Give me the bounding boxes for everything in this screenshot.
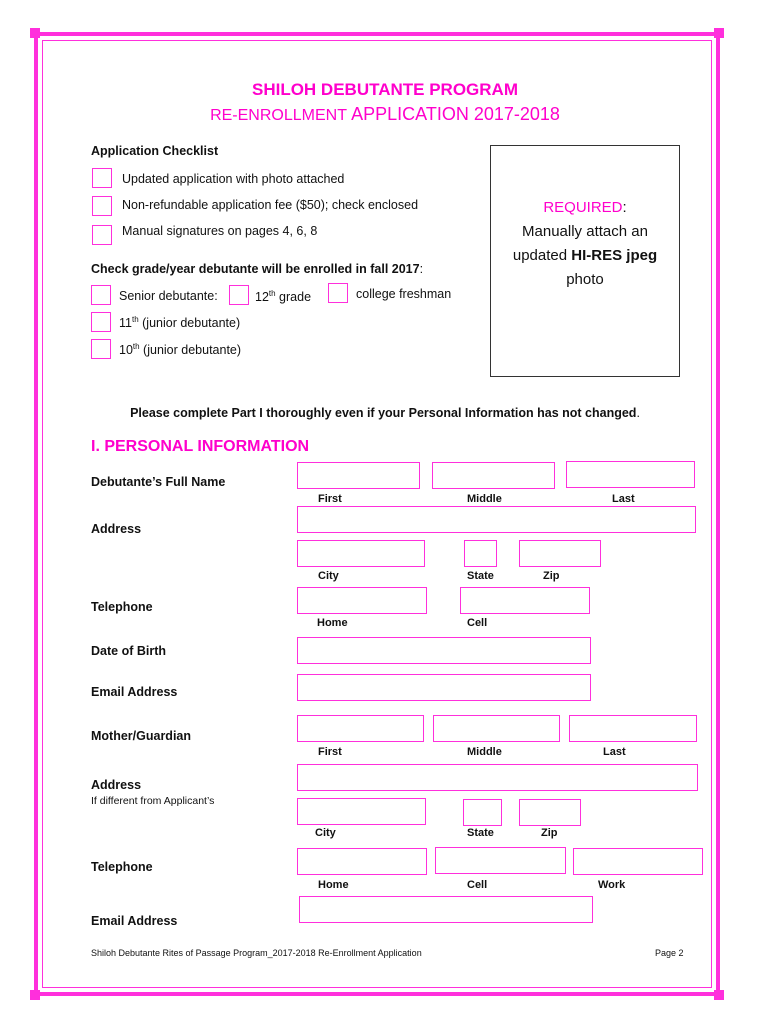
home-phone-input[interactable] [297, 587, 427, 614]
photo-placeholder[interactable] [490, 145, 680, 377]
corner-ornament [714, 990, 724, 1000]
guardian-city-input[interactable] [297, 798, 426, 825]
subtitle-prefix: RE-ENROLLMENT [210, 107, 352, 124]
sublabel-cell: Cell [467, 617, 488, 629]
checkbox-application-fee[interactable] [92, 196, 112, 216]
label-mother-guardian: Mother/Guardian [91, 729, 192, 743]
photo-required: REQUIRED [543, 199, 623, 216]
page-subtitle [0, 104, 770, 125]
photo-required-line [491, 196, 679, 220]
sublabel-last: Last [603, 746, 626, 758]
sublabel-first: First [318, 746, 342, 758]
sublabel-home: Home [317, 617, 348, 629]
photo-line2-bold: HI-RES jpeg [571, 247, 658, 264]
guardian-home-phone-input[interactable] [297, 848, 427, 875]
sublabel-cell: Cell [467, 879, 488, 891]
twelfth-num: 12 [255, 290, 269, 305]
sublabel-last: Last [612, 493, 635, 505]
checklist-item-label: Updated application with photo attached [122, 172, 345, 186]
email-input[interactable] [297, 674, 591, 701]
guardian-street-address-input[interactable] [297, 764, 698, 791]
completion-notice [0, 406, 770, 420]
zip-input[interactable] [519, 540, 601, 567]
twelfth-sup: th [268, 289, 276, 298]
label-guardian-email: Email Address [91, 914, 178, 928]
corner-ornament [714, 28, 724, 38]
label-email: Email Address [91, 685, 178, 699]
footer-text: Shiloh Debutante Rites of Passage Program_2017-2018 Re-Enrollment Application [91, 948, 422, 958]
photo-line2-pre: updated [512, 247, 572, 264]
label-full-name: Debutante’s Full Name [91, 475, 226, 489]
notice-period: . [636, 406, 640, 420]
sublabel-home: Home [318, 879, 349, 891]
eleventh-num: 11 [119, 316, 132, 331]
photo-line3: photo [566, 271, 604, 288]
grade-heading-colon: : [419, 262, 424, 276]
checkbox-11th[interactable] [91, 312, 111, 332]
label-guardian-telephone: Telephone [91, 860, 153, 874]
sublabel-middle: Middle [467, 746, 502, 758]
date-of-birth-input[interactable] [297, 637, 591, 664]
eleventh-rest: (junior debutante) [138, 316, 241, 331]
photo-line1: Manually attach an [522, 223, 648, 240]
grade-heading [91, 262, 423, 276]
section-title: I. PERSONAL INFORMATION [91, 438, 310, 455]
senior-label: Senior debutante: [119, 289, 218, 303]
middle-name-input[interactable] [432, 462, 555, 489]
label-address: Address [91, 522, 142, 536]
sublabel-zip: Zip [543, 570, 560, 582]
checkbox-updated-application[interactable] [92, 168, 112, 188]
guardian-last-name-input[interactable] [569, 715, 697, 742]
tenth-label [119, 342, 241, 357]
checklist-item-label: Non-refundable application fee ($50); check enclosed [122, 198, 419, 212]
guardian-state-input[interactable] [463, 799, 502, 826]
checkbox-12th-grade[interactable] [229, 285, 249, 305]
sublabel-first: First [318, 493, 342, 505]
city-input[interactable] [297, 540, 425, 567]
freshman-label: college freshman [356, 287, 452, 301]
sublabel-zip: Zip [541, 827, 558, 839]
subtitle-main: APPLICATION 2017-2018 [351, 104, 560, 124]
checklist-heading: Application Checklist [91, 144, 219, 158]
page-number: Page 2 [655, 948, 684, 958]
corner-ornament [30, 28, 40, 38]
label-date-of-birth: Date of Birth [91, 644, 166, 658]
tenth-sup: th [132, 342, 140, 351]
label-telephone: Telephone [91, 600, 153, 614]
street-address-input[interactable] [297, 506, 696, 533]
state-input[interactable] [464, 540, 497, 567]
checkbox-manual-signatures[interactable] [92, 225, 112, 245]
guardian-first-name-input[interactable] [297, 715, 424, 742]
grade-heading-text: Check grade/year debutante will be enrolled in fall 2017 [91, 262, 420, 276]
sublabel-state: State [467, 570, 494, 582]
guardian-work-phone-input[interactable] [573, 848, 703, 875]
checkbox-college-freshman[interactable] [328, 283, 348, 303]
sublabel-state: State [467, 827, 494, 839]
eleventh-sup: th [131, 315, 139, 324]
last-name-input[interactable] [566, 461, 695, 488]
checkbox-senior[interactable] [91, 285, 111, 305]
address-note: If different from Applicant’s [91, 795, 215, 807]
eleventh-label [119, 315, 240, 330]
photo-instructions [491, 196, 679, 292]
twelfth-grade-label [255, 289, 311, 304]
sublabel-city: City [318, 570, 339, 582]
checklist-item-label: Manual signatures on pages 4, 6, 8 [122, 224, 318, 238]
photo-line2 [491, 244, 679, 268]
cell-phone-input[interactable] [460, 587, 590, 614]
twelfth-rest: grade [275, 290, 312, 305]
tenth-num: 10 [119, 343, 133, 358]
sublabel-middle: Middle [467, 493, 502, 505]
notice-text: Please complete Part I thoroughly even if your Personal Information has not changed [130, 406, 637, 420]
page-title: SHILOH DEBUTANTE PROGRAM [251, 80, 518, 99]
label-guardian-address: Address [91, 778, 142, 792]
sublabel-work: Work [598, 879, 626, 891]
checkbox-10th[interactable] [91, 339, 111, 359]
tenth-rest: (junior debutante) [139, 343, 242, 358]
first-name-input[interactable] [297, 462, 420, 489]
guardian-email-input[interactable] [299, 896, 593, 923]
photo-colon: : [622, 199, 627, 216]
guardian-zip-input[interactable] [519, 799, 581, 826]
sublabel-city: City [315, 827, 336, 839]
guardian-cell-phone-input[interactable] [435, 847, 566, 874]
guardian-middle-name-input[interactable] [433, 715, 560, 742]
corner-ornament [30, 990, 40, 1000]
